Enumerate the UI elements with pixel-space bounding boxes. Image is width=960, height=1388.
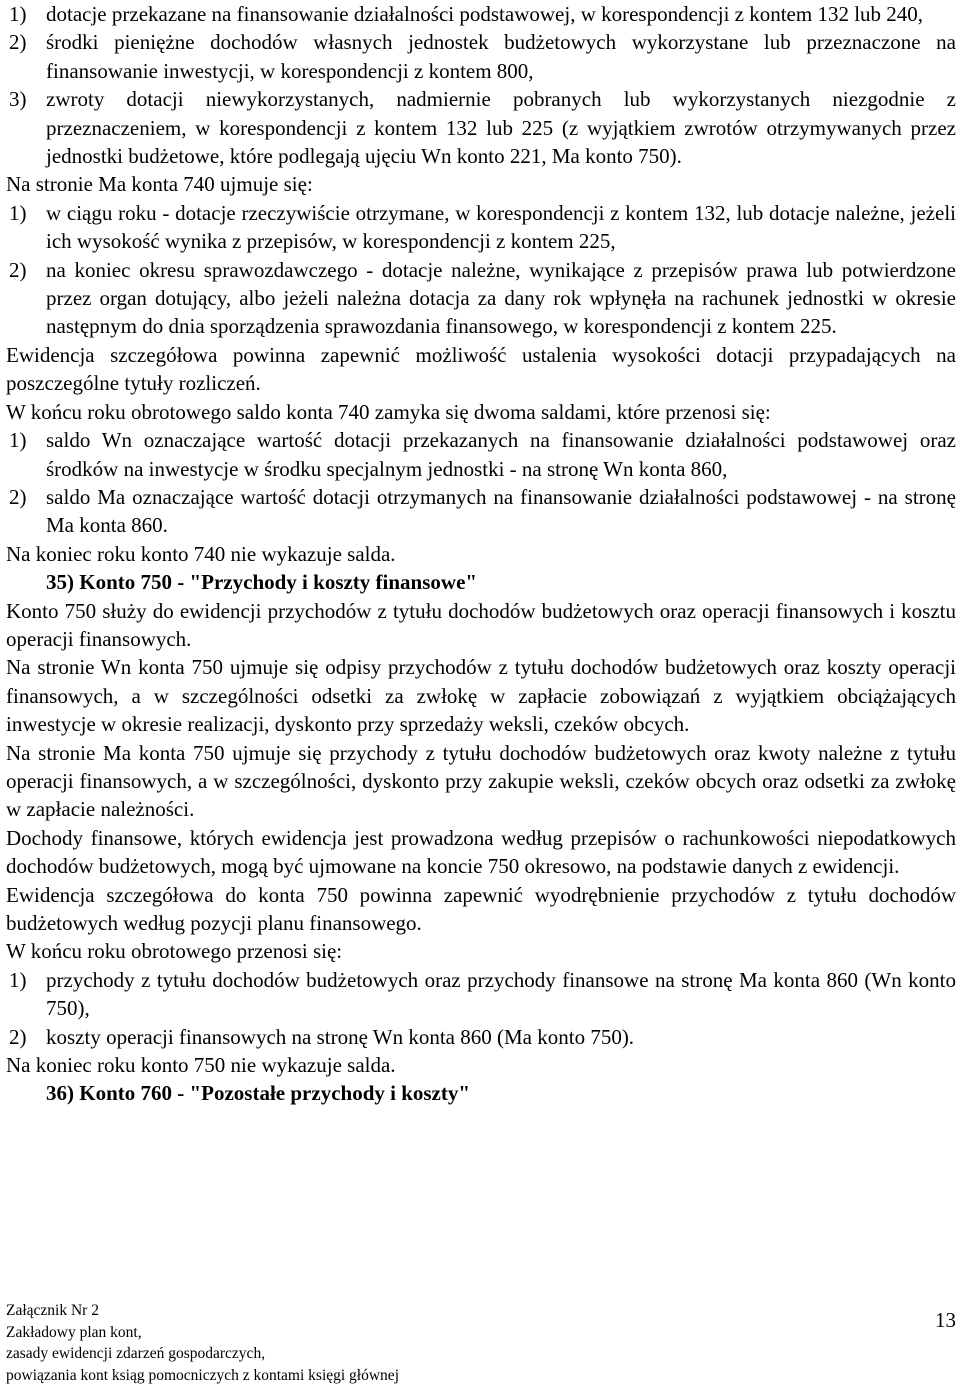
paragraph: Na stronie Wn konta 750 ujmuje się odpisy przychodów z tytułu dochodów budżetowych oraz koszty operacji finansowych, a w szczególności odsetki za zwłokę w zapłacie zobowiązań z wyjątkiem obciążających inwestycje w okresie realizacji, dyskonto przy sprzedaży weksli, czeków obcych. — [6, 655, 956, 737]
list-item — [6, 1023, 956, 1051]
paragraph: Na stronie Ma konta 750 ujmuje się przychody z tytułu dochodów budżetowych oraz kwoty należne z tytułu operacji finansowych, a w szczególności, dyskonto przy zakupie weksli, czeków obcych oraz odsetki za zwłokę w zapłacie należności. — [6, 740, 956, 822]
list-item — [6, 256, 956, 341]
paragraph: Na koniec roku konto 750 nie wykazuje salda. — [6, 1053, 396, 1078]
page-footer — [6, 1300, 956, 1388]
list-item-text: środki pieniężne dochodów własnych jednostek budżetowych wykorzystane lub przeznaczone na finansowanie inwestycji, w korespondencji z kontem 800, — [46, 30, 956, 83]
list-item-number: 2) — [9, 1024, 27, 1049]
footer-line: zasady ewidencji zdarzeń gospodarczych, — [6, 1345, 266, 1362]
paragraph: Dochody finansowe, których ewidencja jest prowadzona według przepisów o rachunkowości niepodatkowych dochodów budżetowych, mogą być ujmowane na koncie 750 okresowo, na podstawie danych z ewidencji. — [6, 825, 956, 879]
list-item-text: w ciągu roku - dotacje rzeczywiście otrzymane, w korespondencji z kontem 132, lub dotacje należne, jeżeli ich wysokość wynika z przepisów, w korespondencji z kontem 225, — [46, 200, 956, 254]
footer-line: powiązania kont ksiąg pomocniczych z kontami księgi głównej — [6, 1366, 399, 1384]
footer-line: Zakładowy plan kont, — [6, 1323, 142, 1341]
paragraph: W końcu roku obrotowego saldo konta 740 zamyka się dwoma saldami, które przenosi się: — [6, 399, 771, 424]
list-item-number: 1) — [9, 428, 27, 453]
footer-lines — [6, 1300, 956, 1386]
list-item-text: saldo Wn oznaczające wartość dotacji przekazanych na finansowanie działalności podstawowej oraz środków na inwestycje w środku specjalnym jednostki - na stronę Wn konta 860, — [46, 428, 956, 481]
list-item-number: 1) — [9, 200, 27, 225]
page-number: 13 — [935, 1308, 956, 1332]
list-item — [6, 426, 956, 483]
list-item-text: zwroty dotacji niewykorzystanych, nadmiernie pobranych lub wykorzystanych niezgodnie z przeznaczeniem, w korespondencji z kontem 132 lub 225 (z wyjątkiem zwrotów otrzymywanych przez jednostki budżetowe, które podlegają ujęciu Wn konto 221, Ma konto 750). — [46, 87, 956, 169]
list-item-text: przychody z tytułu dochodów budżetowych oraz przychody finansowe na stronę Ma konta 860 (Wn konto 750), — [46, 967, 956, 1021]
list-item-text: koszty operacji finansowych na stronę Wn konta 860 (Ma konto 750). — [46, 1024, 635, 1049]
list-item-number: 2) — [9, 30, 27, 55]
list-item-number: 1) — [9, 967, 27, 992]
list-item-text: saldo Ma oznaczające wartość dotacji otrzymanych na finansowanie działalności podstawowej - na stronę Ma konta 860. — [46, 484, 956, 538]
footer-line: Załącznik Nr 2 — [6, 1302, 99, 1319]
list-item — [6, 0, 956, 28]
list-item-number: 2) — [9, 484, 27, 509]
paragraph: Na stronie Ma konta 740 ujmuje się: — [6, 172, 313, 197]
paragraph: Ewidencja szczegółowa do konta 750 powinna zapewnić wyodrębnienie przychodów z tytułu dochodów budżetowych według pozycji planu finansowego. — [6, 882, 956, 935]
list-item-number: 2) — [9, 257, 27, 282]
paragraph: Konto 750 służy do ewidencji przychodów z tytułu dochodów budżetowych oraz operacji finansowych i kosztu operacji finansowych. — [6, 598, 956, 651]
paragraph: W końcu roku obrotowego przenosi się: — [6, 939, 343, 964]
section-heading: 36) Konto 760 - "Pozostałe przychody i koszty" — [46, 1081, 471, 1106]
list-item — [6, 199, 956, 256]
section-heading: 35) Konto 750 - "Przychody i koszty finansowe" — [46, 570, 478, 595]
paragraph: Na koniec roku konto 740 nie wykazuje salda. — [6, 541, 396, 566]
paragraph: Ewidencja szczegółowa powinna zapewnić możliwość ustalenia wysokości dotacji przypadających na poszczególne tytuły rozliczeń. — [6, 342, 956, 396]
list-item-number: 1) — [9, 2, 27, 26]
list-item — [6, 966, 956, 1023]
document-body — [6, 0, 956, 1108]
list-item — [6, 28, 956, 85]
list-item — [6, 483, 956, 540]
list-item-text: na koniec okresu sprawozdawczego - dotacje należne, wynikające z przepisów prawa lub potwierdzone przez organ dotujący, albo jeżeli należna dotacja za dany rok wpłynęła na rachunek jednostki w okresie następnym do dnia sporządzenia sprawozdania finansowego, w korespondencji z kontem 225. — [46, 257, 956, 339]
list-item-number: 3) — [9, 87, 27, 112]
list-item — [6, 85, 956, 170]
list-item-text: dotacje przekazane na finansowanie działalności podstawowej, w korespondencji z kontem 132 lub 240, — [46, 2, 924, 26]
